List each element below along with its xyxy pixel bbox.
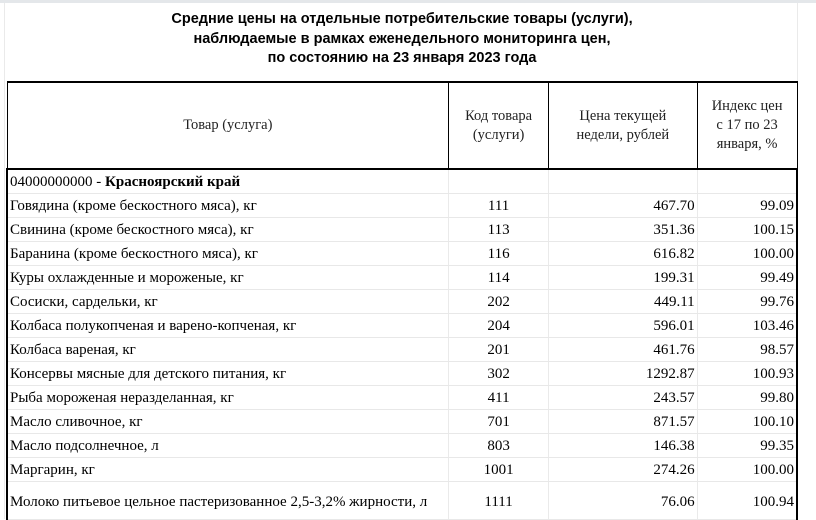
product-code: 113	[449, 218, 549, 242]
table-row	[7, 410, 797, 434]
prices-table	[6, 81, 798, 520]
price-index: 99.80	[697, 386, 797, 410]
product-name: Колбаса полукопченая и варено-копченая, кг	[7, 314, 449, 338]
price-index: 99.35	[697, 434, 797, 458]
page-left-edge	[4, 3, 5, 519]
price-index: 100.94	[697, 482, 797, 520]
table-row	[7, 338, 797, 362]
product-code: 202	[449, 290, 549, 314]
product-price: 76.06	[549, 482, 698, 520]
region-row	[7, 169, 797, 194]
price-index: 100.00	[697, 242, 797, 266]
header-index: Индекс цен с 17 по 23 января, %	[697, 82, 797, 169]
product-price: 616.82	[549, 242, 698, 266]
price-index: 99.76	[697, 290, 797, 314]
title-line-3: по состоянию на 23 января 2023 года	[267, 50, 537, 66]
product-name: Консервы мясные для детского питания, кг	[7, 362, 449, 386]
header-price: Цена текущей недели, рублей	[549, 82, 698, 169]
product-code: 701	[449, 410, 549, 434]
price-index: 99.49	[697, 266, 797, 290]
product-price: 351.36	[549, 218, 698, 242]
price-index: 100.00	[697, 458, 797, 482]
price-index: 98.57	[697, 338, 797, 362]
product-name: Говядина (кроме бескостного мяса), кг	[7, 194, 449, 218]
title-line-2: наблюдаемые в рамках еженедельного мониторинга цен,	[193, 30, 611, 47]
price-index: 100.93	[697, 362, 797, 386]
product-code: 111	[449, 194, 549, 218]
product-name: Рыба мороженая неразделанная, кг	[7, 386, 449, 410]
table-row	[7, 362, 797, 386]
product-code: 204	[449, 314, 549, 338]
table-row	[7, 242, 797, 266]
product-code: 302	[449, 362, 549, 386]
product-code: 1111	[449, 482, 549, 520]
product-price: 243.57	[549, 386, 698, 410]
product-name: Маргарин, кг	[7, 458, 449, 482]
product-name: Колбаса вареная, кг	[7, 338, 449, 362]
product-price: 449.11	[549, 290, 698, 314]
price-index: 100.10	[697, 410, 797, 434]
product-price: 274.26	[549, 458, 698, 482]
price-index: 99.09	[697, 194, 797, 218]
product-code: 411	[449, 386, 549, 410]
header-code: Код товара (услуги)	[449, 82, 549, 169]
product-price: 871.57	[549, 410, 698, 434]
table-row	[7, 458, 797, 482]
table-row	[7, 434, 797, 458]
product-name: Куры охлажденные и мороженые, кг	[7, 266, 449, 290]
product-code: 114	[449, 266, 549, 290]
product-price: 467.70	[549, 194, 698, 218]
product-price: 146.38	[549, 434, 698, 458]
product-name: Баранина (кроме бескостного мяса), кг	[7, 242, 449, 266]
table-row	[7, 218, 797, 242]
product-name: Свинина (кроме бескостного мяса), кг	[7, 218, 449, 242]
product-name: Масло подсолнечное, л	[7, 434, 449, 458]
product-price: 199.31	[549, 266, 698, 290]
title-line-1: Средние цены на отдельные потребительские товары (услуги),	[171, 11, 633, 27]
table-row	[7, 290, 797, 314]
top-band	[0, 0, 816, 3]
price-index: 103.46	[697, 314, 797, 338]
table-row	[7, 482, 797, 520]
table-header-row	[7, 82, 797, 169]
table-row	[7, 194, 797, 218]
product-price: 596.01	[549, 314, 698, 338]
product-price: 461.76	[549, 338, 698, 362]
product-code: 201	[449, 338, 549, 362]
table-row	[7, 266, 797, 290]
region-label: 04000000000 - Красноярский край	[7, 169, 449, 194]
product-name: Масло сливочное, кг	[7, 410, 449, 434]
product-price: 1292.87	[549, 362, 698, 386]
product-code: 116	[449, 242, 549, 266]
table-row	[7, 314, 797, 338]
table-row	[7, 386, 797, 410]
header-product: Товар (услуга)	[7, 82, 449, 169]
page-title	[6, 10, 798, 69]
product-name: Молоко питьевое цельное пастеризованное 2,5-3,2% жирности, л	[7, 482, 449, 520]
product-code: 1001	[449, 458, 549, 482]
price-index: 100.15	[697, 218, 797, 242]
product-code: 803	[449, 434, 549, 458]
product-name: Сосиски, сардельки, кг	[7, 290, 449, 314]
